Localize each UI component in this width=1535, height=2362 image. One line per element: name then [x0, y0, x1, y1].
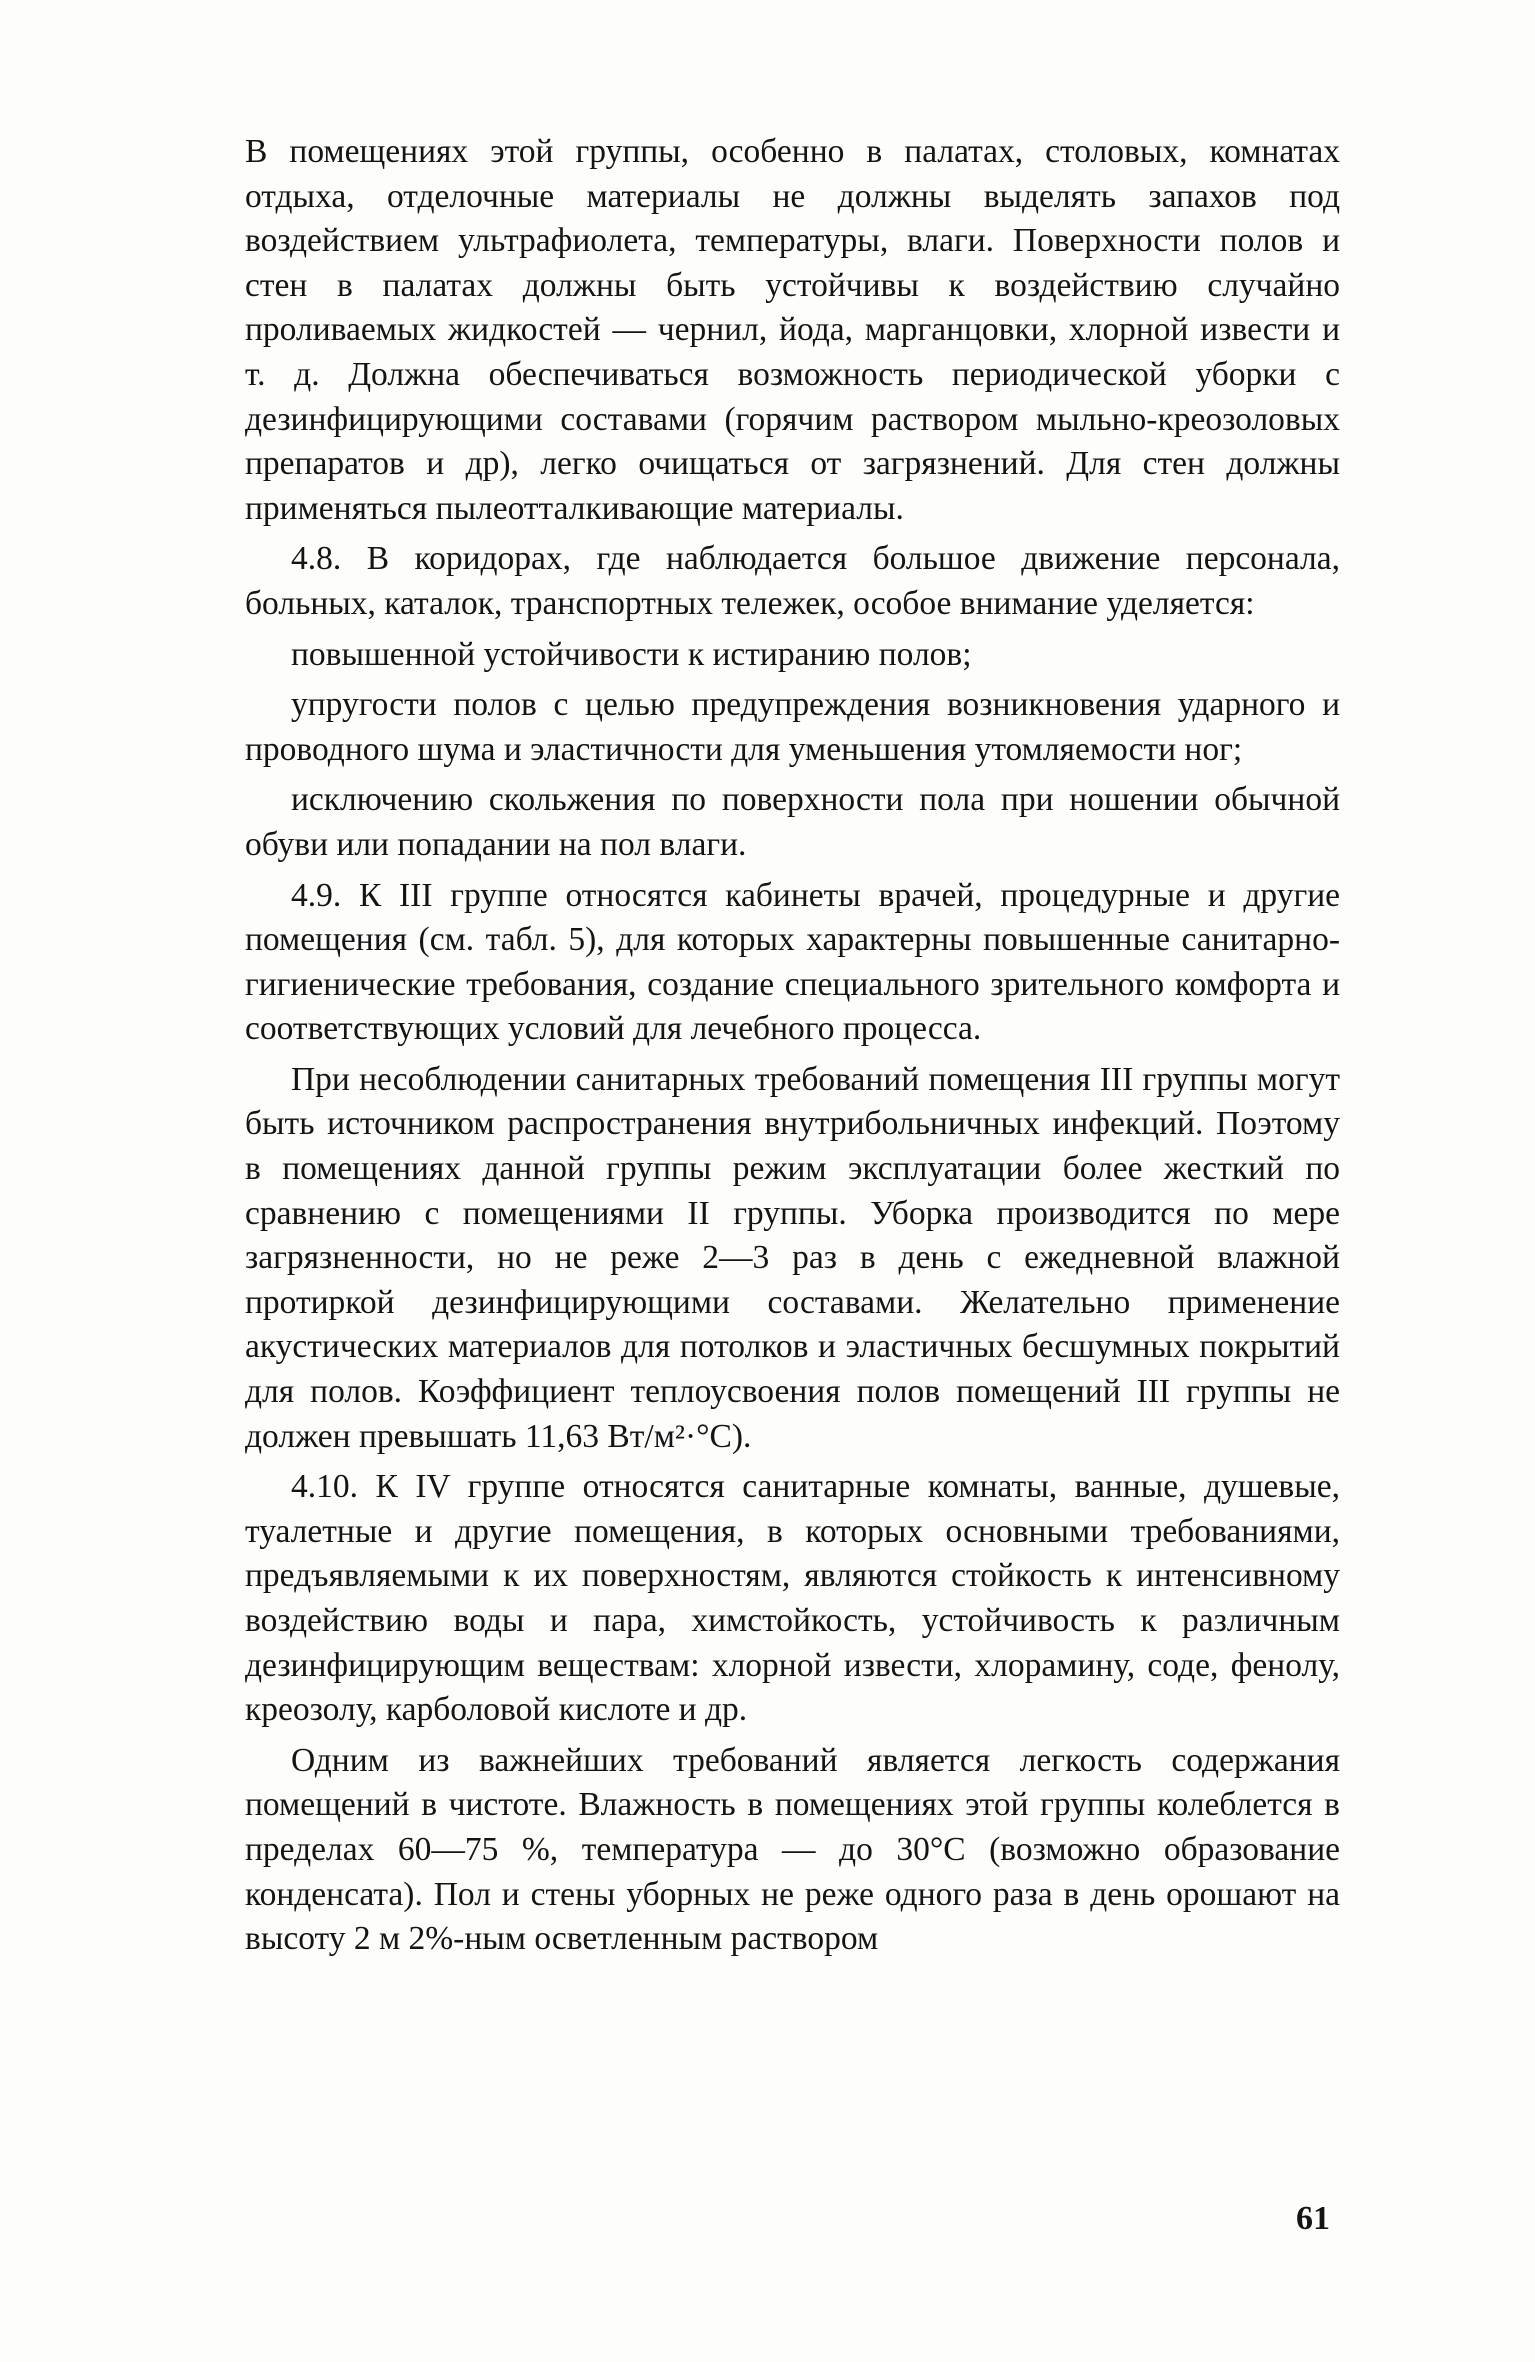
page-number: 61: [1296, 2200, 1330, 2237]
body-text: [245, 130, 1340, 1968]
paragraph-4-10: 4.10. К IV группе относятся санитарные комнаты, ванные, душевые, туалетные и другие помещения, в которых основными требованиями, предъявляемыми к их поверхностям, являются стойкость к интенсивному воздействию воды и пара, химстойкость, устойчивость к различным дезинфицирующим веществам: хлорной извести, хлорамину, соде, фенолу, креозолу, карболовой кислоте и др.: [245, 1468, 1340, 1729]
list-item-slip-prevention: исключению скольжения по поверхности пола при ношении обычной обуви или попадании на пол влаги.: [245, 781, 1340, 863]
paragraph-group-iii-requirements: При несоблюдении санитарных требований помещения III группы могут быть источником распространения внутрибольничных инфекций. Поэтому в помещениях данной группы режим эксплуатации более жесткий по сравнению с помещениями II группы. Уборка производится по мере загрязненности, но не реже 2—3 раз в день с ежедневной влажной протиркой дезинфицирующими составами. Желательно применение акустических материалов для потолков и эластичных бесшумных покрытий для полов. Коэффициент теплоусвоения полов помещений III группы не должен превышать 11,63 Вт/м²·°С).: [245, 1060, 1340, 1455]
list-item-elasticity: упругости полов с целью предупреждения возникновения ударного и проводного шума и эластичности для уменьшения утомляемости ног;: [245, 686, 1340, 768]
paragraph-1: В помещениях этой группы, особенно в палатах, столовых, комнатах отдыха, отделочные материалы не должны выделять запахов под воздействием ультрафиолета, температуры, влаги. Поверхности полов и стен в палатах должны быть устойчивы к воздействию случайно проливаемых жидкостей — чернил, йода, марганцовки, хлорной извести и т. д. Должна обеспечиваться возможность периодической уборки с дезинфицирующими составами (горячим раствором мыльно-креозоловых препаратов и др), легко очищаться от загрязнений. Для стен должны применяться пылеотталкивающие материалы.: [245, 133, 1340, 527]
paragraph-cleanliness: Одним из важнейших требований является легкость содержания помещений в чистоте. Влажность в помещениях этой группы колеблется в пределах 60—75 %, температура — до 30°С (возможно образование конденсата). Пол и стены уборных не реже одного раза в день орошают на высоту 2 м 2%-ным осветленным раствором: [245, 1741, 1340, 1958]
paragraph-4-9: 4.9. К III группе относятся кабинеты врачей, процедурные и другие помещения (см. табл. 5), для которых характерны повышенные санитарно-гигиенические требования, создание специального зрительного комфорта и соответствующих условий для лечебного процесса.: [245, 876, 1340, 1048]
paragraph-4-8: 4.8. В коридорах, где наблюдается большое движение персонала, больных, каталок, транспортных тележек, особое внимание уделяется:: [245, 540, 1340, 622]
list-item-wear-resistance: повышенной устойчивости к истиранию полов;: [290, 635, 972, 673]
